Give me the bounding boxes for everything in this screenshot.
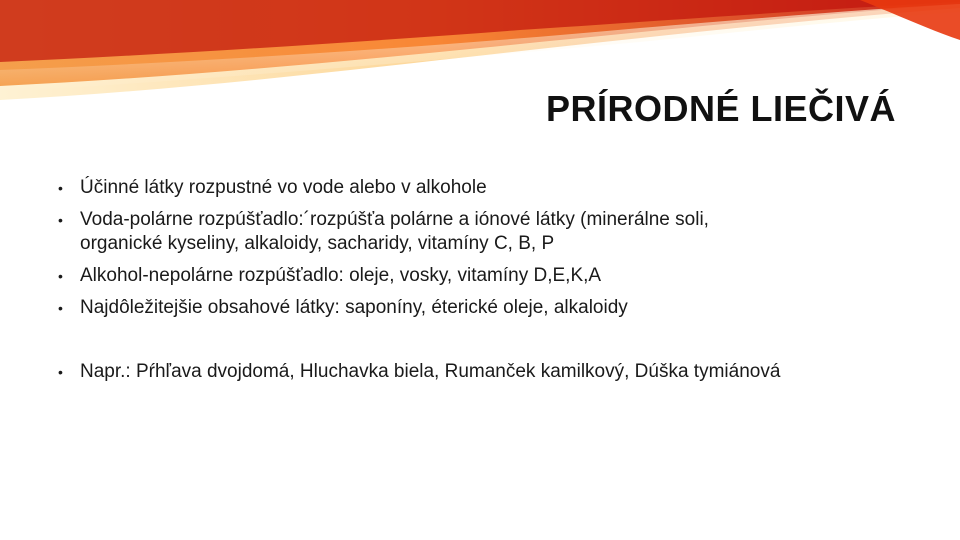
bullet-item <box>58 360 898 384</box>
bullet-item <box>58 264 898 288</box>
bullet-dot: • <box>58 300 63 316</box>
bullet-dot: • <box>58 180 63 196</box>
bullet-dot: • <box>58 364 63 380</box>
bullet-text: Účinné látky rozpustné vo vode alebo v alkohole <box>80 177 487 198</box>
bullet-item <box>58 208 898 256</box>
bullet-item <box>58 296 898 320</box>
bullet-text: Voda-polárne rozpúšťadlo:´rozpúšťa polárne a iónové látky (minerálne soli, <box>80 209 709 230</box>
flame-corner <box>860 0 960 40</box>
bullet-dot: • <box>58 212 63 228</box>
bullet-item <box>58 176 898 200</box>
bullet-text: Alkohol-nepolárne rozpúšťadlo: oleje, vosky, vitamíny D,E,K,A <box>80 265 602 286</box>
bullet-text: Napr.: Pŕhľava dvojdomá, Hluchavka biela, Rumanček kamilkový, Dúška tymiánová <box>80 361 781 382</box>
bullet-text: Najdôležitejšie obsahové látky: saponíny, éterické oleje, alkaloidy <box>80 297 628 318</box>
bullet-text-continued: organické kyseliny, alkaloidy, sacharidy, vitamíny C, B, P <box>80 233 555 254</box>
slide-title: PRÍRODNÉ LIEČIVÁ <box>545 88 896 129</box>
bullet-dot: • <box>58 268 63 284</box>
bullet-list <box>58 176 898 392</box>
